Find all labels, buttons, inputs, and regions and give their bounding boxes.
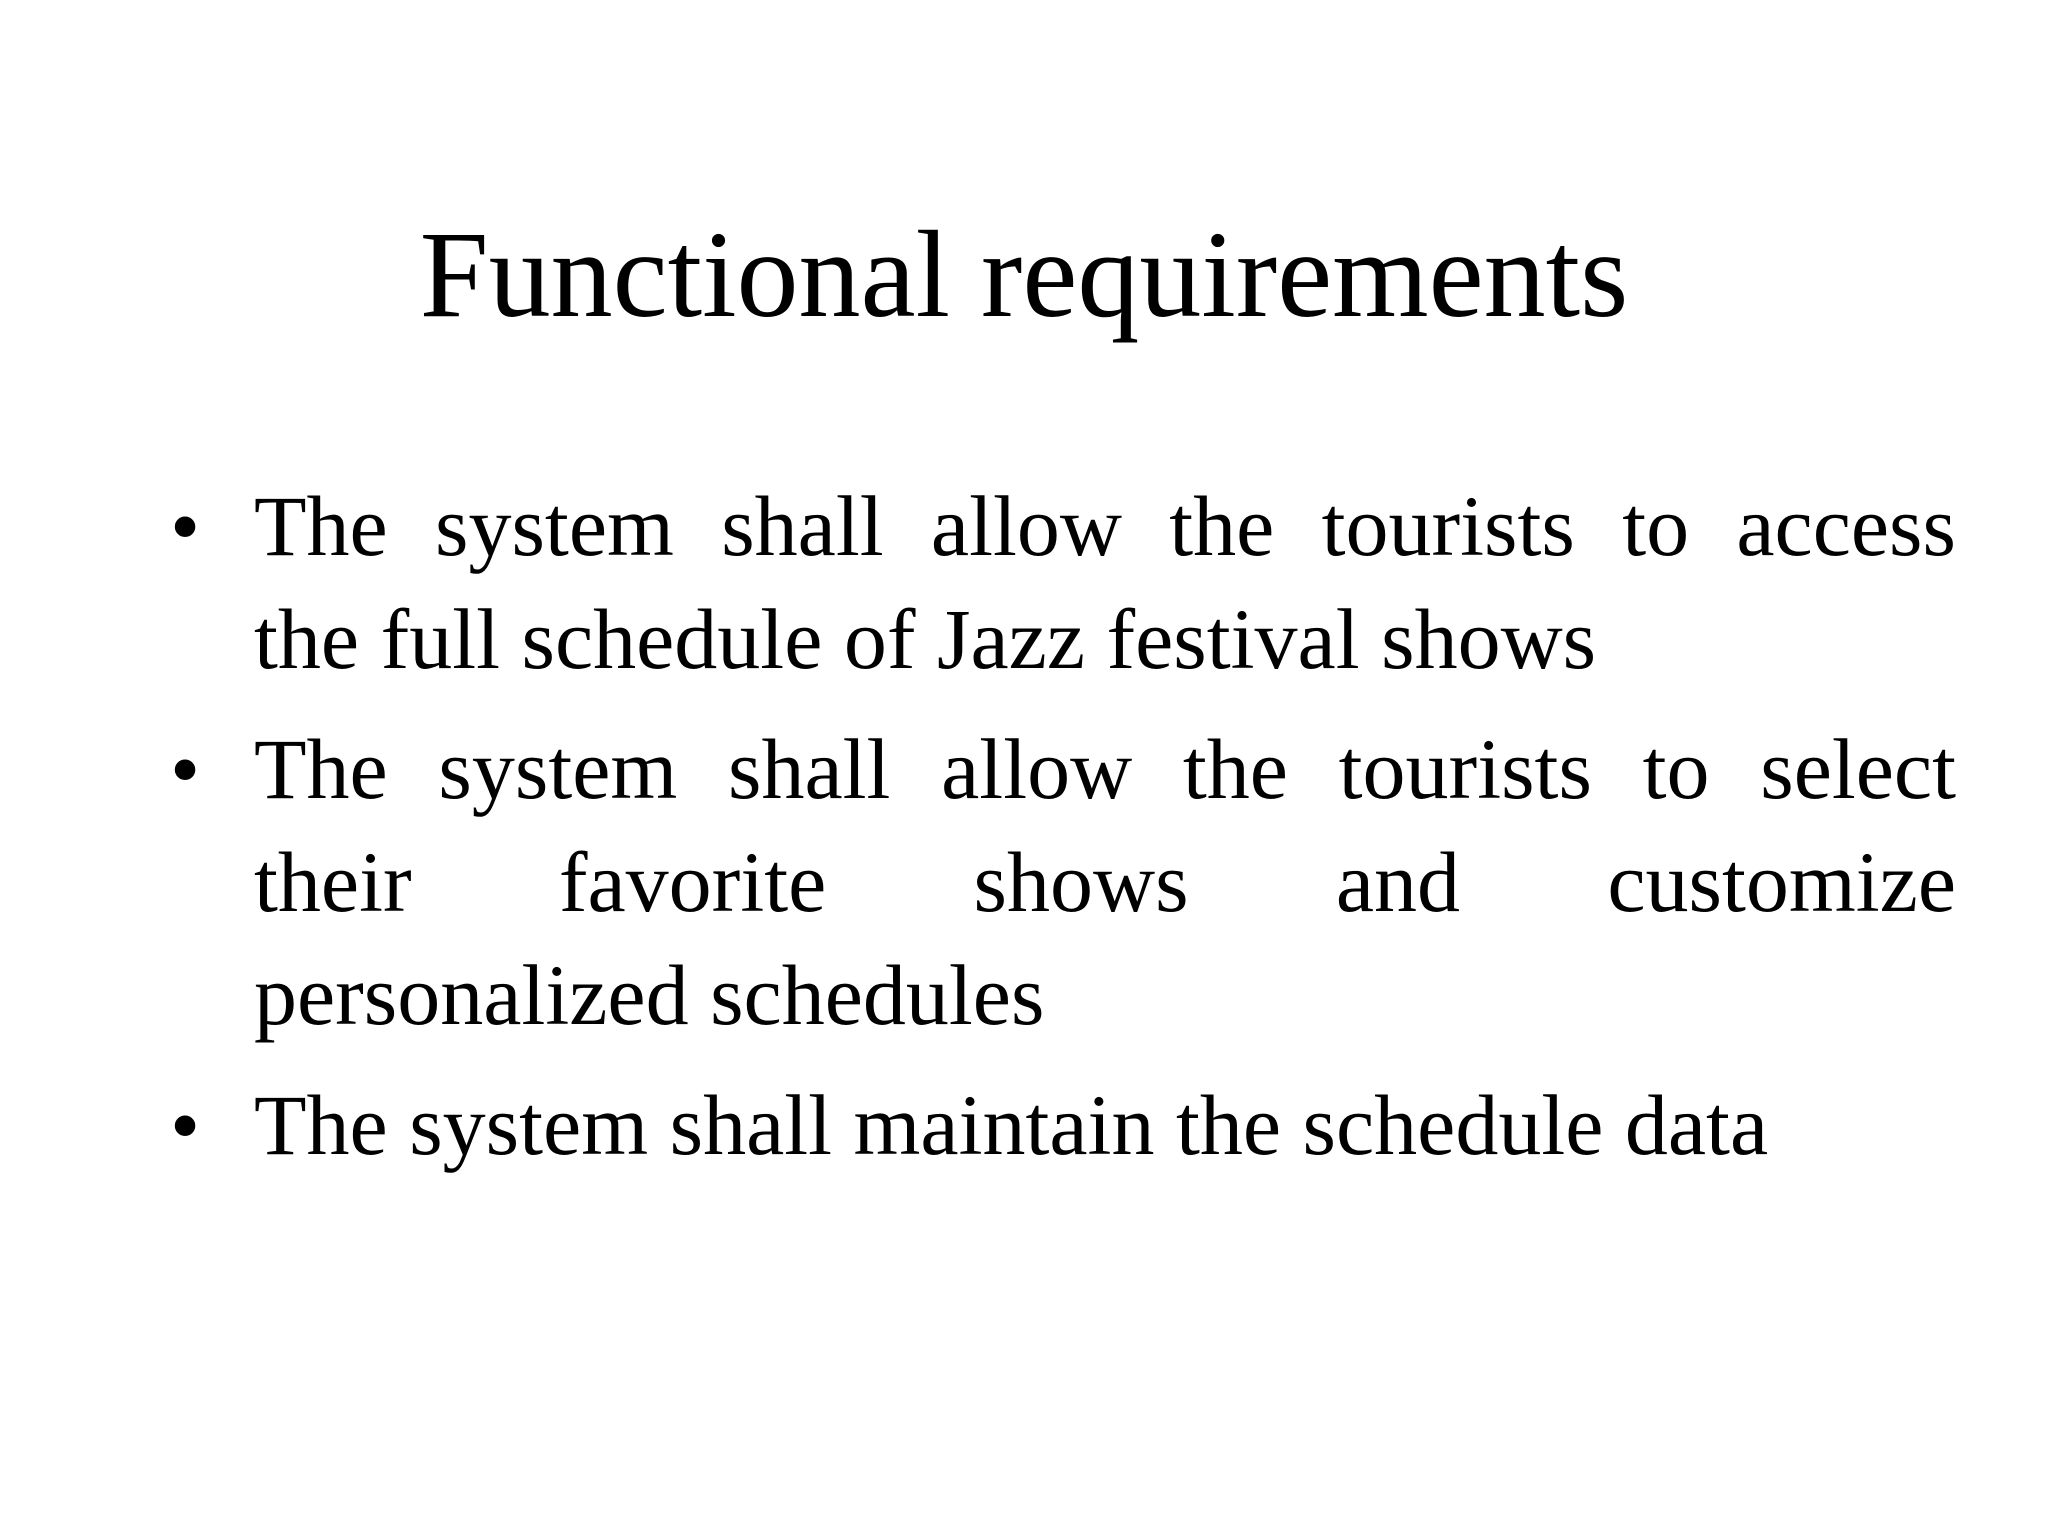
bullet-item-1 bbox=[170, 470, 1956, 696]
bullet-text-line: their favorite shows and customize bbox=[254, 834, 1956, 930]
bullet-text-2 bbox=[254, 713, 1956, 1052]
bullet-icon: • bbox=[170, 721, 201, 817]
bullet-item-2 bbox=[170, 713, 1956, 1052]
bullet-item-3 bbox=[170, 1069, 1890, 1182]
bullet-icon: • bbox=[170, 1077, 201, 1173]
bullet-list bbox=[170, 470, 1956, 1199]
bullet-text-line: The system shall allow the tourists to access bbox=[254, 478, 1956, 574]
bullet-text-line: the full schedule of Jazz festival shows bbox=[254, 591, 1597, 687]
bullet-text-3 bbox=[254, 1069, 1956, 1182]
slide-title: Functional requirements bbox=[419, 206, 1629, 343]
bullet-text-line: The system shall maintain the schedule data bbox=[254, 1077, 1769, 1173]
bullet-text-1 bbox=[254, 470, 1956, 696]
bullet-text-line: personalized schedules bbox=[254, 947, 1045, 1043]
bullet-icon: • bbox=[170, 478, 201, 574]
bullet-text-line: The system shall allow the tourists to select bbox=[254, 721, 1956, 817]
